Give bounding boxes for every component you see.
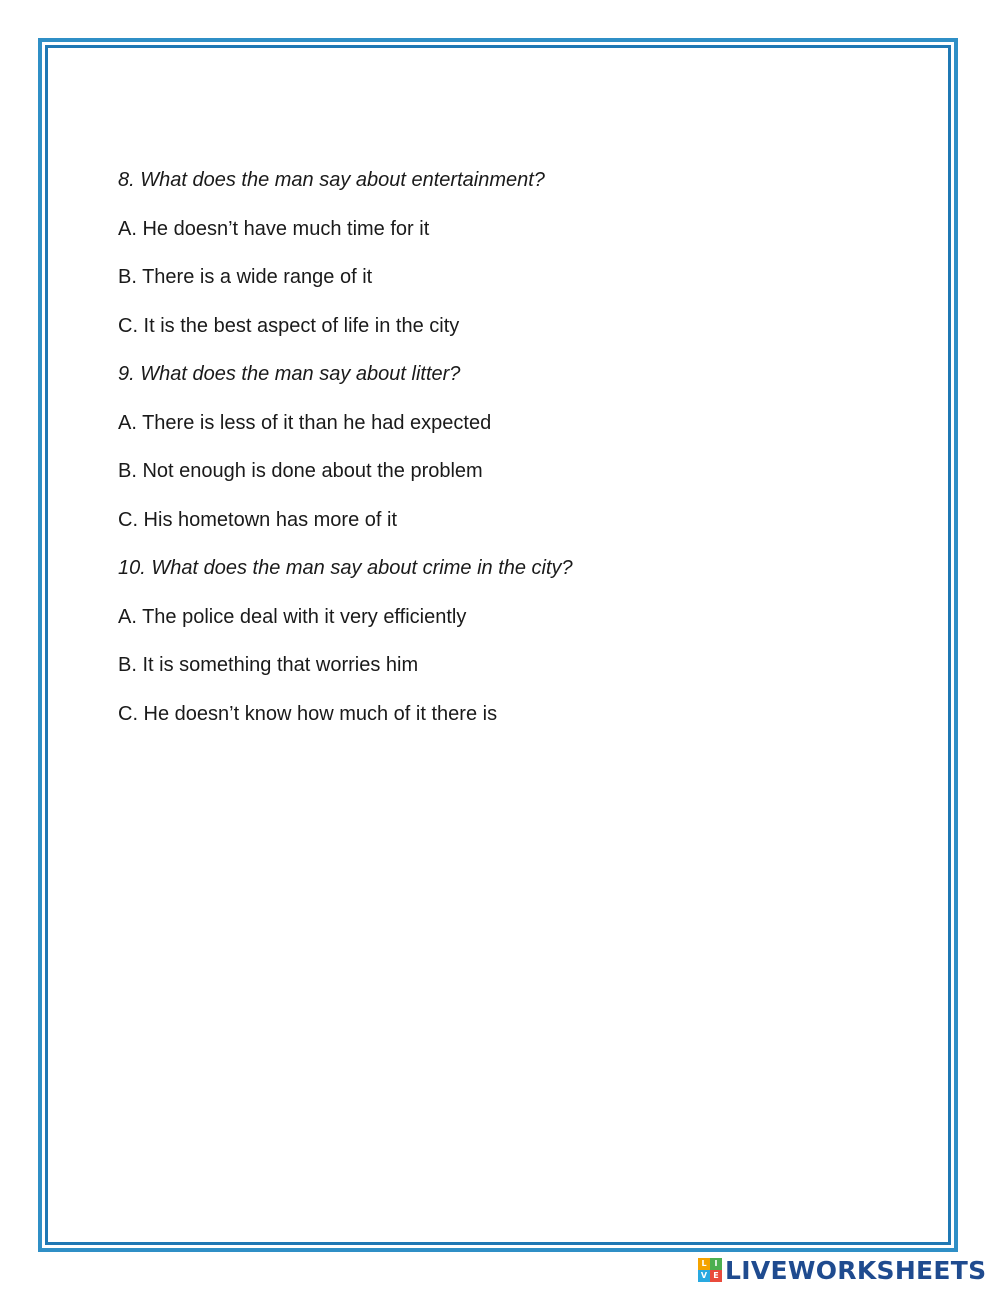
logo-letter-i: I <box>710 1258 722 1270</box>
question-10-option-c: C. He doesn’t know how much of it there is <box>118 702 498 725</box>
question-9-option-a: A. There is less of it than he had expected <box>118 411 492 434</box>
question-9-option-b: B. Not enough is done about the problem <box>118 460 483 482</box>
question-list <box>118 166 878 748</box>
liveworksheets-logo <box>698 1256 986 1284</box>
logo-wordmark: LIVEWORKSHEETS <box>725 1255 987 1285</box>
question-9: 9. What does the man say about litter? <box>118 363 461 385</box>
question-9-option-c: C. His hometown has more of it <box>118 508 397 531</box>
logo-letter-e: E <box>710 1270 722 1282</box>
logo-letter-l: L <box>698 1258 710 1270</box>
logo-letter-v: V <box>698 1270 710 1282</box>
question-8-option-c: C. It is the best aspect of life in the city <box>118 314 460 337</box>
question-8: 8. What does the man say about entertainment? <box>118 169 545 191</box>
question-8-option-a: A. He doesn’t have much time for it <box>118 217 430 240</box>
question-8-option-b: B. There is a wide range of it <box>118 266 373 288</box>
live-squares-icon <box>698 1258 722 1282</box>
question-10-option-a: A. The police deal with it very efficiently <box>118 605 467 628</box>
question-10-option-b: B. It is something that worries him <box>118 654 419 676</box>
question-10: 10. What does the man say about crime in the city? <box>118 557 573 579</box>
